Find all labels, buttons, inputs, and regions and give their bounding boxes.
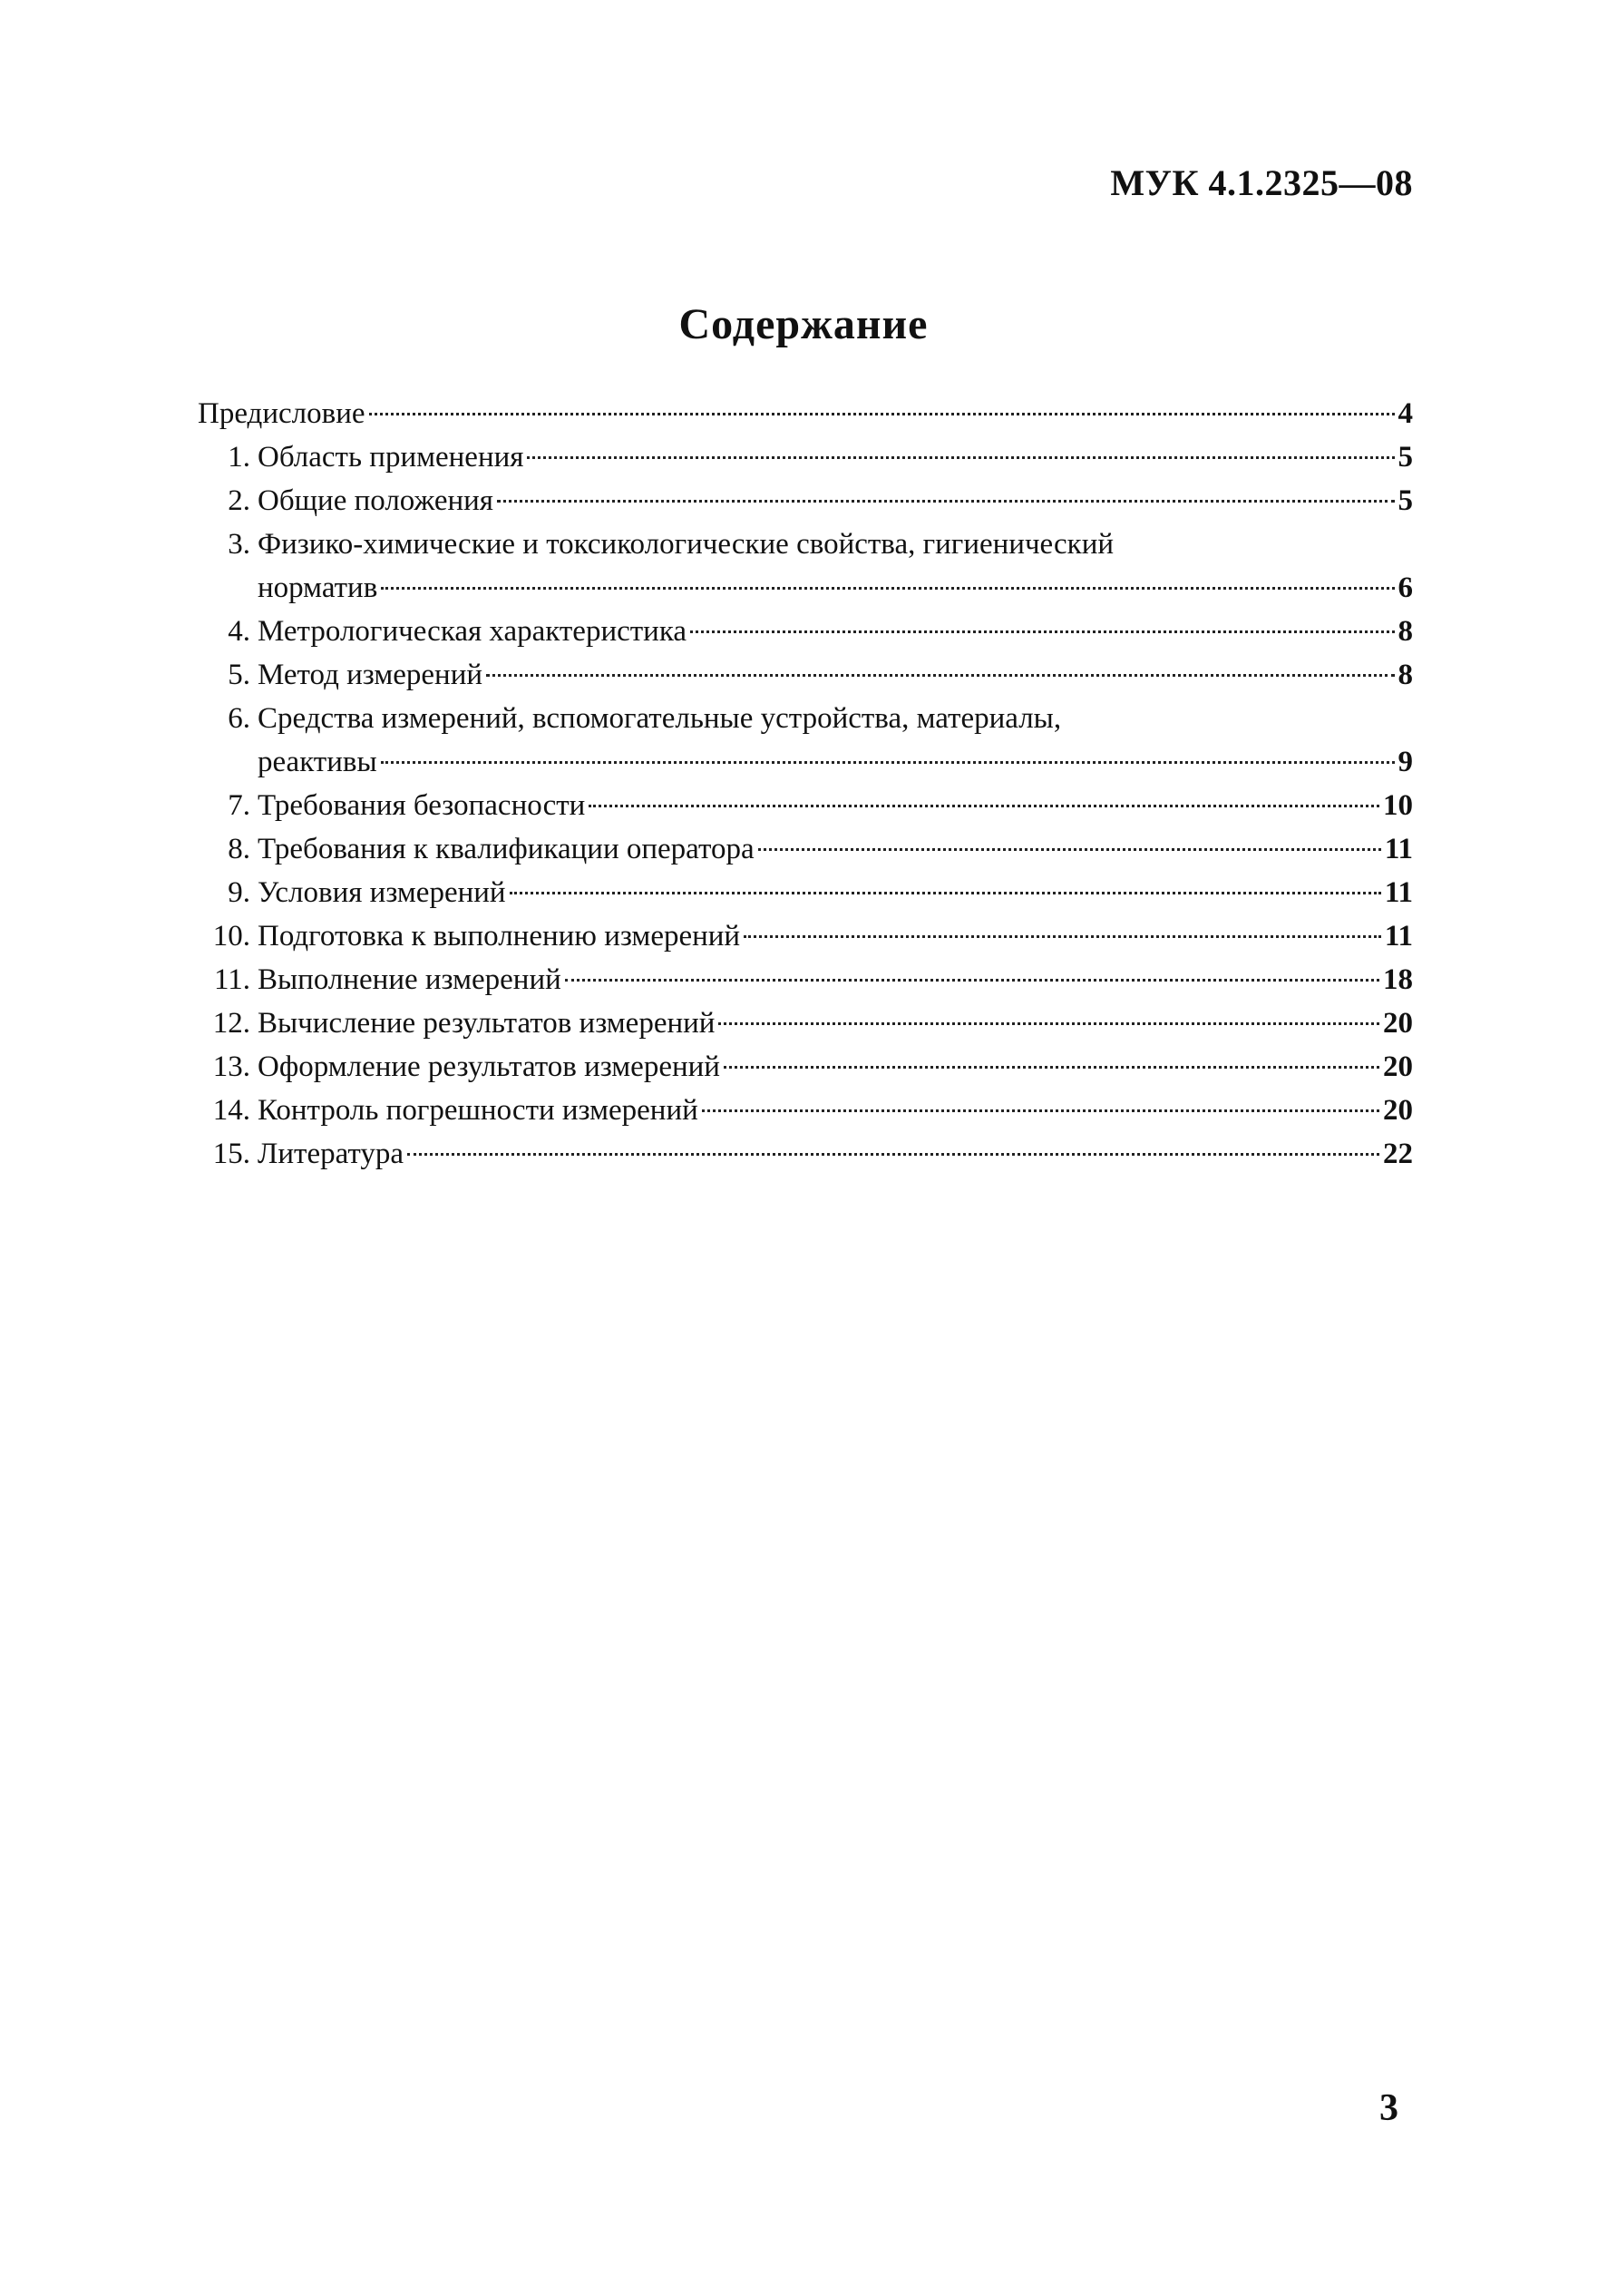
toc-item[interactable] [198,958,1413,1001]
toc-leader-dots [690,630,1394,633]
toc-item[interactable] [198,784,1413,827]
toc-leader-dots [407,1153,1379,1156]
toc-item-page: 20 [1383,1094,1413,1127]
toc-leader-dots [702,1109,1379,1112]
toc-item-text: Область применения [258,441,524,474]
toc-item[interactable] [198,1001,1413,1045]
toc-item-text: Вычисление результатов измерений [258,1007,716,1040]
toc-item-text: Метод измерений [258,659,483,691]
toc-item-text: Выполнение измерений [258,963,561,996]
toc-item-page: 22 [1383,1138,1413,1170]
toc-leader-dots [527,456,1394,459]
toc-item[interactable] [198,523,1413,610]
toc-item-number: 10. [212,920,250,953]
toc-item-number: 1. [228,441,250,474]
toc-item[interactable] [198,653,1413,697]
toc-item-text: Оформление результатов измерений [258,1050,720,1083]
toc-title: Содержание [678,300,929,348]
toc-item[interactable] [198,871,1413,914]
toc-item-text: Общие положения [258,484,493,517]
toc-item[interactable] [198,1045,1413,1089]
toc-item-page: 4 [1398,397,1413,430]
toc-leader-dots [381,587,1394,590]
toc-item-number: 6. [228,702,250,735]
toc-leader-dots [369,413,1395,415]
toc-item-page: 6 [1398,572,1413,604]
toc-item-page: 8 [1398,659,1413,691]
toc-item-number: 9. [228,876,250,909]
table-of-contents [198,392,1413,1176]
toc-leader-dots [718,1022,1379,1025]
toc-item-page: 10 [1383,789,1413,822]
toc-item-text: Требования к квалификации оператора [258,833,755,865]
toc-item[interactable] [198,392,1413,435]
toc-leader-dots [724,1066,1379,1069]
toc-item-page: 20 [1383,1050,1413,1083]
toc-item-text-continued: реактивы [258,746,377,778]
toc-item[interactable] [198,435,1413,479]
toc-item-number: 2. [228,484,250,517]
toc-item-text: Средства измерений, вспомогательные устройства, материалы, [258,702,1062,735]
toc-leader-dots [758,848,1381,851]
toc-item-text-continued: норматив [258,572,378,604]
toc-item-page: 5 [1398,484,1413,517]
toc-leader-dots [486,674,1394,677]
toc-item-page: 11 [1384,876,1413,909]
toc-item-page: 11 [1384,833,1413,865]
toc-item[interactable] [198,697,1413,784]
toc-item-text: Требования безопасности [258,789,586,822]
toc-item-text: Физико-химические и токсикологические свойства, гигиенический [258,528,1115,561]
toc-item-number: 7. [228,789,250,822]
toc-item-text: Условия измерений [258,876,506,909]
toc-item[interactable] [198,1089,1413,1132]
toc-item-number: 3. [228,528,250,561]
toc-item-text: Литература [258,1138,404,1170]
toc-item[interactable] [198,914,1413,958]
toc-item-text: Контроль погрешности измерений [258,1094,698,1127]
toc-item-text: Подготовка к выполнению измерений [258,920,741,953]
toc-item[interactable] [198,1132,1413,1176]
toc-item[interactable] [198,827,1413,871]
toc-item-page: 18 [1383,963,1413,996]
toc-item-number: 5. [228,659,250,691]
toc-item-page: 5 [1398,441,1413,474]
toc-item-number: 11. [213,963,250,996]
toc-item-number: 8. [228,833,250,865]
toc-item-number: 15. [212,1138,250,1170]
toc-leader-dots [510,892,1381,894]
toc-item-number: 12. [212,1007,250,1040]
toc-item-number: 4. [228,615,250,648]
toc-item-page: 8 [1398,615,1413,648]
toc-item-page: 11 [1384,920,1413,953]
toc-leader-dots [589,805,1379,807]
toc-item-page: 9 [1398,746,1413,778]
page-number: 3 [1379,2087,1398,2129]
toc-item-page: 20 [1383,1007,1413,1040]
document-code: МУК 4.1.2325—08 [1110,162,1413,203]
toc-leader-dots [497,500,1395,503]
toc-item-number: 14. [212,1094,250,1127]
toc-leader-dots [565,979,1379,982]
toc-item-text: Метрологическая характеристика [258,615,687,648]
toc-item-text: Предисловие [198,397,365,430]
toc-leader-dots [744,935,1381,938]
toc-leader-dots [381,761,1395,764]
toc-item-number: 13. [212,1050,250,1083]
toc-item[interactable] [198,479,1413,523]
toc-item[interactable] [198,610,1413,653]
